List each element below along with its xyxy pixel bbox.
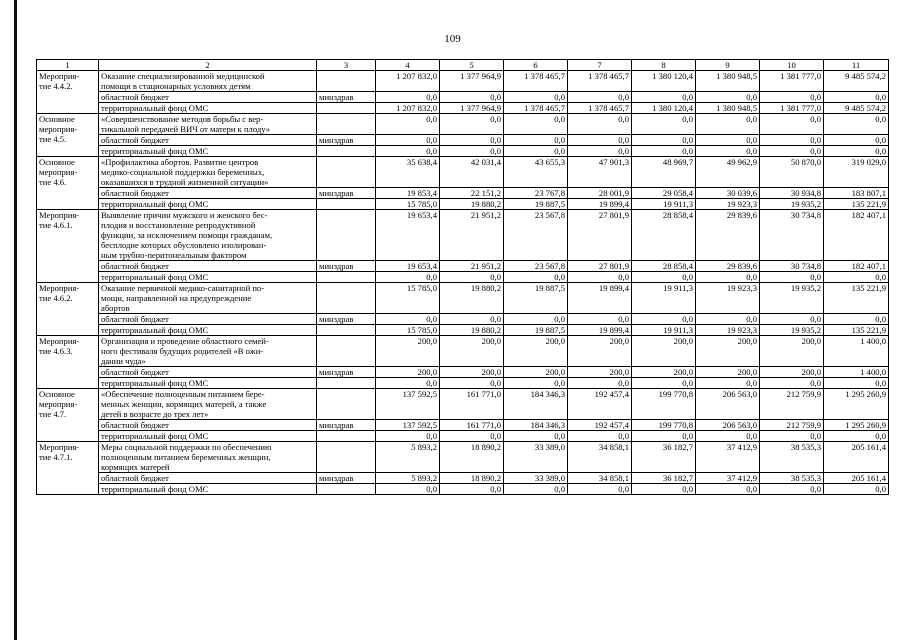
- value-cell: 200,0: [568, 367, 632, 378]
- value-cell: 137 592,5: [376, 389, 440, 420]
- value-cell: 199 770,8: [632, 389, 696, 420]
- value-cell: 0,0: [824, 272, 889, 283]
- value-cell: 319 029,0: [824, 157, 889, 188]
- value-cell: 0,0: [504, 135, 568, 146]
- value-cell: 0,0: [696, 431, 760, 442]
- value-cell: 0,0: [824, 114, 889, 135]
- value-cell: 30 734,8: [760, 210, 824, 261]
- value-cell: 33 389,0: [504, 473, 568, 484]
- value-cell: 0,0: [440, 146, 504, 157]
- value-cell: 0,0: [632, 135, 696, 146]
- activity-name-cell: областной бюджет: [99, 261, 317, 272]
- value-cell: 0,0: [376, 92, 440, 103]
- activity-name-cell: Выявление причин мужского и женского бес- плодия и восстановление репродуктивной функции, за исключением помощи гражданам, бесплодие которых обусловлено изолирован- ным трубно-перитонеальным фактором: [99, 210, 317, 261]
- value-cell: 0,0: [760, 378, 824, 389]
- executor-cell: минздрав: [317, 135, 376, 146]
- table-row: [37, 146, 889, 157]
- executor-cell: [317, 199, 376, 210]
- value-cell: 28 858,4: [632, 261, 696, 272]
- executor-cell: [317, 210, 376, 261]
- table-row: [37, 420, 889, 431]
- value-cell: 30 039,6: [696, 188, 760, 199]
- value-cell: 19 911,3: [632, 283, 696, 314]
- value-cell: 0,0: [504, 484, 568, 495]
- value-cell: 9 485 574,2: [824, 71, 889, 92]
- table-row: [37, 199, 889, 210]
- table-row: [37, 103, 889, 114]
- table-row: [37, 442, 889, 473]
- value-cell: 37 412,9: [696, 473, 760, 484]
- table-row: [37, 71, 889, 92]
- value-cell: 0,0: [696, 272, 760, 283]
- activity-name-cell: территориальный фонд ОМС: [99, 103, 317, 114]
- header-cell: 6: [504, 60, 568, 71]
- executor-cell: [317, 71, 376, 92]
- value-cell: 200,0: [696, 367, 760, 378]
- value-cell: 0,0: [376, 314, 440, 325]
- value-cell: 0,0: [760, 92, 824, 103]
- activity-name-cell: Оказание первичной медико-санитарной по- мощи, направленной на предупреждение абортов: [99, 283, 317, 314]
- executor-cell: минздрав: [317, 473, 376, 484]
- table-row: [37, 114, 889, 135]
- value-cell: 0,0: [376, 135, 440, 146]
- value-cell: 18 890,2: [440, 442, 504, 473]
- executor-cell: минздрав: [317, 314, 376, 325]
- value-cell: 0,0: [632, 92, 696, 103]
- activity-name-cell: территориальный фонд ОМС: [99, 199, 317, 210]
- value-cell: 0,0: [568, 484, 632, 495]
- value-cell: 36 182,7: [632, 473, 696, 484]
- table-row: [37, 188, 889, 199]
- activity-code-cell: Мероприя- тие 4.6.1.: [37, 210, 99, 283]
- value-cell: 0,0: [504, 431, 568, 442]
- table-row: [37, 92, 889, 103]
- value-cell: 19 653,4: [376, 261, 440, 272]
- value-cell: 200,0: [760, 367, 824, 378]
- value-cell: 0,0: [824, 314, 889, 325]
- activity-name-cell: областной бюджет: [99, 473, 317, 484]
- value-cell: 5 893,2: [376, 442, 440, 473]
- header-cell: 11: [824, 60, 889, 71]
- activity-name-cell: областной бюджет: [99, 92, 317, 103]
- value-cell: 0,0: [440, 378, 504, 389]
- executor-cell: минздрав: [317, 188, 376, 199]
- value-cell: 19 887,5: [504, 199, 568, 210]
- value-cell: 0,0: [504, 378, 568, 389]
- activity-name-cell: Организация и проведение областного семей- ного фестиваля будущих родителей «В ожи- дании чуда»: [99, 336, 317, 367]
- value-cell: 0,0: [568, 431, 632, 442]
- activity-code-cell: Основное мероприя- тие 4.6.: [37, 157, 99, 210]
- value-cell: 205 161,4: [824, 442, 889, 473]
- value-cell: 21 951,2: [440, 261, 504, 272]
- table-row: [37, 378, 889, 389]
- table-row: [37, 484, 889, 495]
- value-cell: 192 457,4: [568, 420, 632, 431]
- value-cell: 0,0: [696, 135, 760, 146]
- value-cell: 206 563,0: [696, 420, 760, 431]
- activity-name-cell: Меры социальной поддержки по обеспечению полноценным питанием беременных женщин, кормящих матерей: [99, 442, 317, 473]
- executor-cell: [317, 157, 376, 188]
- value-cell: 1 380 948,5: [696, 103, 760, 114]
- value-cell: 0,0: [568, 146, 632, 157]
- value-cell: 37 412,9: [696, 442, 760, 473]
- value-cell: 0,0: [568, 314, 632, 325]
- activity-name-cell: территориальный фонд ОМС: [99, 272, 317, 283]
- value-cell: 1 381 777,0: [760, 71, 824, 92]
- header-cell: 5: [440, 60, 504, 71]
- value-cell: 212 759,9: [760, 389, 824, 420]
- value-cell: 27 801,9: [568, 210, 632, 261]
- value-cell: 15 785,0: [376, 199, 440, 210]
- activity-name-cell: «Профилактика абортов. Развитие центров медико-социальной поддержки беременных, оказавшихся в трудной жизненной ситуации»: [99, 157, 317, 188]
- table-row: [37, 210, 889, 261]
- value-cell: 200,0: [760, 336, 824, 367]
- value-cell: 0,0: [824, 92, 889, 103]
- value-cell: 0,0: [760, 114, 824, 135]
- value-cell: 0,0: [696, 314, 760, 325]
- budget-table: [36, 59, 889, 495]
- value-cell: 0,0: [440, 431, 504, 442]
- value-cell: 1 400,0: [824, 367, 889, 378]
- activity-name-cell: «Совершенствование методов борьбы с вер- тикальной передачей ВИЧ от матери к плоду»: [99, 114, 317, 135]
- value-cell: 0,0: [632, 378, 696, 389]
- value-cell: 29 058,4: [632, 188, 696, 199]
- value-cell: 0,0: [376, 484, 440, 495]
- value-cell: 19 923,3: [696, 199, 760, 210]
- activity-name-cell: территориальный фонд ОМС: [99, 484, 317, 495]
- value-cell: 0,0: [568, 378, 632, 389]
- executor-cell: [317, 336, 376, 367]
- header-cell: 7: [568, 60, 632, 71]
- value-cell: 18 890,2: [440, 473, 504, 484]
- executor-cell: [317, 325, 376, 336]
- value-cell: 21 951,2: [440, 210, 504, 261]
- header-cell: 3: [317, 60, 376, 71]
- value-cell: 0,0: [504, 146, 568, 157]
- value-cell: 38 535,3: [760, 473, 824, 484]
- value-cell: 33 389,0: [504, 442, 568, 473]
- value-cell: 42 031,4: [440, 157, 504, 188]
- value-cell: 19 911,3: [632, 199, 696, 210]
- value-cell: 200,0: [504, 367, 568, 378]
- executor-cell: [317, 389, 376, 420]
- value-cell: 1 207 832,0: [376, 103, 440, 114]
- header-cell: 1: [37, 60, 99, 71]
- table-row: [37, 325, 889, 336]
- value-cell: 0,0: [440, 114, 504, 135]
- value-cell: 47 901,3: [568, 157, 632, 188]
- table-row: [37, 314, 889, 325]
- value-cell: 0,0: [568, 272, 632, 283]
- value-cell: 0,0: [696, 114, 760, 135]
- table-row: [37, 157, 889, 188]
- value-cell: 23 767,8: [504, 188, 568, 199]
- table-row: [37, 389, 889, 420]
- value-cell: 23 567,8: [504, 261, 568, 272]
- activity-code-cell: Основное мероприя- тие 4.7.: [37, 389, 99, 442]
- value-cell: 0,0: [760, 146, 824, 157]
- executor-cell: минздрав: [317, 420, 376, 431]
- value-cell: 0,0: [760, 484, 824, 495]
- value-cell: 200,0: [504, 336, 568, 367]
- value-cell: 0,0: [824, 431, 889, 442]
- value-cell: 36 182,7: [632, 442, 696, 473]
- value-cell: 1 378 465,7: [568, 103, 632, 114]
- value-cell: 19 899,4: [568, 199, 632, 210]
- value-cell: 0,0: [376, 272, 440, 283]
- value-cell: 9 485 574,2: [824, 103, 889, 114]
- value-cell: 184 346,3: [504, 389, 568, 420]
- value-cell: 135 221,9: [824, 283, 889, 314]
- header-row: [37, 60, 889, 71]
- value-cell: 19 653,4: [376, 210, 440, 261]
- value-cell: 0,0: [376, 378, 440, 389]
- executor-cell: [317, 283, 376, 314]
- executor-cell: минздрав: [317, 367, 376, 378]
- executor-cell: [317, 378, 376, 389]
- value-cell: 0,0: [376, 146, 440, 157]
- value-cell: 212 759,9: [760, 420, 824, 431]
- value-cell: 23 567,8: [504, 210, 568, 261]
- value-cell: 200,0: [696, 336, 760, 367]
- value-cell: 0,0: [568, 92, 632, 103]
- value-cell: 0,0: [568, 135, 632, 146]
- table-row: [37, 336, 889, 367]
- value-cell: 0,0: [632, 314, 696, 325]
- value-cell: 0,0: [440, 135, 504, 146]
- value-cell: 1 380 120,4: [632, 103, 696, 114]
- value-cell: 34 858,1: [568, 473, 632, 484]
- value-cell: 29 839,6: [696, 261, 760, 272]
- table-row: [37, 473, 889, 484]
- value-cell: 48 969,7: [632, 157, 696, 188]
- value-cell: 0,0: [504, 314, 568, 325]
- value-cell: 205 161,4: [824, 473, 889, 484]
- activity-code-cell: Мероприя- тие 4.6.3.: [37, 336, 99, 389]
- value-cell: 1 400,0: [824, 336, 889, 367]
- value-cell: 1 381 777,0: [760, 103, 824, 114]
- value-cell: 28 858,4: [632, 210, 696, 261]
- value-cell: 0,0: [824, 135, 889, 146]
- activity-code-cell: Основное мероприя- тие 4.5.: [37, 114, 99, 157]
- value-cell: 0,0: [376, 114, 440, 135]
- value-cell: 0,0: [760, 272, 824, 283]
- value-cell: 15 785,0: [376, 283, 440, 314]
- activity-name-cell: областной бюджет: [99, 367, 317, 378]
- value-cell: 50 870,0: [760, 157, 824, 188]
- executor-cell: [317, 272, 376, 283]
- value-cell: 0,0: [440, 484, 504, 495]
- activity-name-cell: областной бюджет: [99, 420, 317, 431]
- executor-cell: [317, 146, 376, 157]
- value-cell: 1 377 964,9: [440, 103, 504, 114]
- activity-name-cell: областной бюджет: [99, 314, 317, 325]
- executor-cell: [317, 103, 376, 114]
- value-cell: 161 771,0: [440, 420, 504, 431]
- value-cell: 43 655,3: [504, 157, 568, 188]
- value-cell: 19 899,4: [568, 325, 632, 336]
- value-cell: 199 770,8: [632, 420, 696, 431]
- value-cell: 0,0: [760, 431, 824, 442]
- header-cell: 2: [99, 60, 317, 71]
- value-cell: 0,0: [760, 135, 824, 146]
- value-cell: 22 151,2: [440, 188, 504, 199]
- executor-cell: [317, 114, 376, 135]
- value-cell: 0,0: [440, 92, 504, 103]
- value-cell: 19 899,4: [568, 283, 632, 314]
- table-row: [37, 261, 889, 272]
- value-cell: 0,0: [440, 314, 504, 325]
- value-cell: 5 893,2: [376, 473, 440, 484]
- activity-name-cell: Оказание специализированной медицинской помощи в стационарных условиях детям: [99, 71, 317, 92]
- value-cell: 0,0: [824, 146, 889, 157]
- value-cell: 200,0: [376, 336, 440, 367]
- value-cell: 200,0: [376, 367, 440, 378]
- value-cell: 28 001,9: [568, 188, 632, 199]
- value-cell: 1 295 260,9: [824, 420, 889, 431]
- value-cell: 49 962,9: [696, 157, 760, 188]
- value-cell: 0,0: [440, 272, 504, 283]
- table-row: [37, 431, 889, 442]
- table-row: [37, 367, 889, 378]
- value-cell: 0,0: [632, 114, 696, 135]
- value-cell: 19 935,2: [760, 283, 824, 314]
- value-cell: 19 880,2: [440, 325, 504, 336]
- value-cell: 19 887,5: [504, 325, 568, 336]
- value-cell: 161 771,0: [440, 389, 504, 420]
- value-cell: 0,0: [568, 114, 632, 135]
- value-cell: 200,0: [632, 367, 696, 378]
- activity-code-cell: Мероприя- тие 4.6.2.: [37, 283, 99, 336]
- value-cell: 0,0: [696, 484, 760, 495]
- executor-cell: [317, 442, 376, 473]
- activity-name-cell: областной бюджет: [99, 188, 317, 199]
- value-cell: 19 935,2: [760, 325, 824, 336]
- activity-code-cell: Мероприя- тие 4.4.2.: [37, 71, 99, 114]
- value-cell: 1 380 120,4: [632, 71, 696, 92]
- value-cell: 19 880,2: [440, 283, 504, 314]
- value-cell: 206 563,0: [696, 389, 760, 420]
- activity-name-cell: территориальный фонд ОМС: [99, 378, 317, 389]
- value-cell: 19 911,3: [632, 325, 696, 336]
- value-cell: 1 380 948,5: [696, 71, 760, 92]
- value-cell: 183 807,1: [824, 188, 889, 199]
- value-cell: 35 638,4: [376, 157, 440, 188]
- value-cell: 19 887,5: [504, 283, 568, 314]
- value-cell: 184 346,3: [504, 420, 568, 431]
- value-cell: 1 377 964,9: [440, 71, 504, 92]
- value-cell: 0,0: [632, 272, 696, 283]
- executor-cell: минздрав: [317, 92, 376, 103]
- value-cell: 0,0: [504, 92, 568, 103]
- value-cell: 19 853,4: [376, 188, 440, 199]
- value-cell: 182 407,1: [824, 261, 889, 272]
- value-cell: 200,0: [440, 336, 504, 367]
- table-row: [37, 135, 889, 146]
- value-cell: 38 535,3: [760, 442, 824, 473]
- value-cell: 1 378 465,7: [504, 103, 568, 114]
- value-cell: 200,0: [632, 336, 696, 367]
- value-cell: 34 858,1: [568, 442, 632, 473]
- value-cell: 137 592,5: [376, 420, 440, 431]
- value-cell: 0,0: [696, 378, 760, 389]
- activity-name-cell: территориальный фонд ОМС: [99, 431, 317, 442]
- header-cell: 8: [632, 60, 696, 71]
- value-cell: 29 839,6: [696, 210, 760, 261]
- value-cell: 0,0: [504, 272, 568, 283]
- value-cell: 30 934,8: [760, 188, 824, 199]
- activity-name-cell: областной бюджет: [99, 135, 317, 146]
- value-cell: 1 378 465,7: [504, 71, 568, 92]
- table-body: [37, 60, 889, 495]
- value-cell: 0,0: [760, 314, 824, 325]
- value-cell: 30 734,8: [760, 261, 824, 272]
- activity-name-cell: территориальный фонд ОМС: [99, 146, 317, 157]
- value-cell: 135 221,9: [824, 325, 889, 336]
- page-number: 109: [444, 33, 461, 45]
- value-cell: 1 378 465,7: [568, 71, 632, 92]
- executor-cell: [317, 484, 376, 495]
- scan-edge-line: [14, 0, 17, 640]
- value-cell: 15 785,0: [376, 325, 440, 336]
- activity-name-cell: территориальный фонд ОМС: [99, 325, 317, 336]
- activity-code-cell: Мероприя- тие 4.7.1.: [37, 442, 99, 495]
- value-cell: 200,0: [568, 336, 632, 367]
- value-cell: 0,0: [632, 484, 696, 495]
- value-cell: 1 295 260,9: [824, 389, 889, 420]
- value-cell: 0,0: [504, 114, 568, 135]
- value-cell: 200,0: [440, 367, 504, 378]
- value-cell: 135 221,9: [824, 199, 889, 210]
- activity-name-cell: «Обеспечение полноценным питанием бере- менных женщин, кормящих матерей, а также детей в возрасте до трех лет»: [99, 389, 317, 420]
- value-cell: 19 935,2: [760, 199, 824, 210]
- table-row: [37, 272, 889, 283]
- value-cell: 19 880,2: [440, 199, 504, 210]
- value-cell: 0,0: [376, 431, 440, 442]
- header-cell: 4: [376, 60, 440, 71]
- executor-cell: минздрав: [317, 261, 376, 272]
- value-cell: 0,0: [824, 378, 889, 389]
- header-cell: 10: [760, 60, 824, 71]
- value-cell: 0,0: [632, 146, 696, 157]
- value-cell: 192 457,4: [568, 389, 632, 420]
- value-cell: 27 801,9: [568, 261, 632, 272]
- value-cell: 1 207 832,0: [376, 71, 440, 92]
- value-cell: 0,0: [696, 92, 760, 103]
- header-cell: 9: [696, 60, 760, 71]
- value-cell: 182 407,1: [824, 210, 889, 261]
- value-cell: 19 923,3: [696, 283, 760, 314]
- value-cell: 0,0: [696, 146, 760, 157]
- value-cell: 0,0: [632, 431, 696, 442]
- table-row: [37, 283, 889, 314]
- executor-cell: [317, 431, 376, 442]
- value-cell: 19 923,3: [696, 325, 760, 336]
- value-cell: 0,0: [824, 484, 889, 495]
